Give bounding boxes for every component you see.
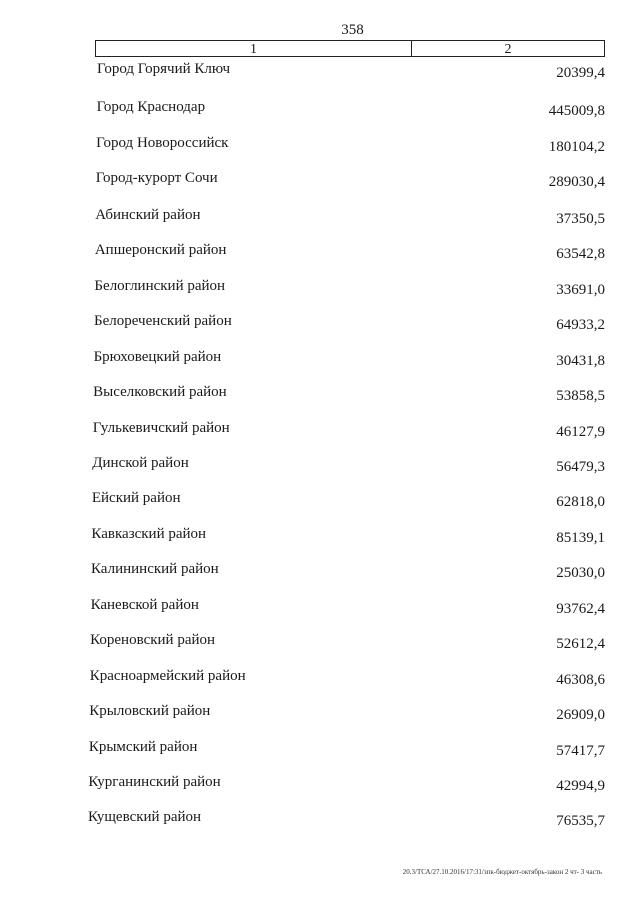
table-row — [0, 490, 640, 512]
district-value: 56479,3 — [556, 458, 605, 475]
table-row — [0, 526, 640, 548]
district-name: Город Краснодар — [96, 99, 206, 116]
district-value: 26909,0 — [556, 707, 605, 724]
district-value: 46308,6 — [556, 671, 605, 688]
page-number: 358 — [341, 22, 364, 38]
district-value: 64933,2 — [556, 317, 605, 334]
district-value: 53858,5 — [556, 388, 605, 405]
district-name: Город Горячий Ключ — [97, 61, 231, 77]
district-name: Крыловский район — [89, 703, 211, 720]
table-row — [0, 135, 640, 157]
district-value: 42994,9 — [556, 778, 605, 794]
district-name: Динской район — [92, 454, 189, 471]
district-value: 62818,0 — [556, 494, 605, 511]
district-value: 445009,8 — [548, 103, 605, 120]
district-value: 180104,2 — [548, 138, 605, 155]
district-value: 289030,4 — [548, 174, 605, 191]
table-row — [0, 774, 640, 796]
district-name: Крымский район — [88, 738, 198, 755]
district-name: Ейский район — [91, 490, 181, 507]
district-name: Курганинский район — [88, 774, 221, 790]
district-name: Белоглинский район — [94, 277, 226, 294]
table-row — [0, 242, 640, 264]
column-header-1: 1 — [96, 41, 412, 56]
district-name: Брюховецкий район — [93, 348, 222, 365]
district-name: Красноармейский район — [89, 667, 246, 684]
table-row — [0, 384, 640, 406]
district-value: 85139,1 — [556, 529, 605, 546]
district-name: Каневской район — [90, 596, 199, 613]
district-value: 76535,7 — [556, 813, 605, 830]
district-value: 37350,5 — [556, 210, 605, 227]
district-name: Абинский район — [95, 206, 201, 223]
table-row — [0, 420, 640, 442]
table-row — [0, 668, 640, 690]
district-name: Кореновский район — [90, 632, 216, 649]
district-value: 33691,0 — [556, 281, 605, 298]
district-name: Апшеронский район — [94, 242, 227, 259]
district-value: 52612,4 — [556, 636, 605, 653]
district-value: 57417,7 — [556, 742, 605, 759]
table-row — [0, 703, 640, 725]
footer-note: 20.3/ТСА/27.10.2016/17:31/зпк-бюджет-октябрь-закон 2 чт- 3 часть — [402, 868, 602, 876]
district-name: Белореченский район — [94, 313, 232, 330]
table-row — [0, 278, 640, 300]
column-header-2: 2 — [504, 42, 512, 57]
district-name: Город-курорт Сочи — [95, 170, 218, 187]
table-row — [0, 455, 640, 477]
table-row — [0, 207, 640, 229]
table-row — [0, 632, 640, 654]
table-row — [0, 809, 640, 831]
table-row — [0, 561, 640, 583]
table-header — [95, 40, 605, 57]
district-name: Город Новороссийск — [96, 134, 229, 151]
table-row — [0, 170, 640, 192]
table-row — [0, 99, 640, 121]
district-name: Кущевский район — [88, 809, 202, 826]
table-row — [0, 597, 640, 619]
table-row — [0, 61, 640, 83]
district-value: 20399,4 — [556, 65, 605, 81]
table-row — [0, 739, 640, 761]
district-name: Калининский район — [91, 561, 219, 578]
district-value: 93762,4 — [556, 600, 605, 617]
district-name: Выселковский район — [93, 384, 227, 401]
table-row — [0, 313, 640, 335]
table-row — [0, 349, 640, 371]
district-value: 30431,8 — [556, 352, 605, 369]
district-value: 46127,9 — [556, 423, 605, 440]
district-name: Гулькевичский район — [92, 419, 230, 436]
district-name: Кавказский район — [91, 525, 207, 542]
district-value: 63542,8 — [556, 246, 605, 263]
district-value: 25030,0 — [556, 565, 605, 582]
